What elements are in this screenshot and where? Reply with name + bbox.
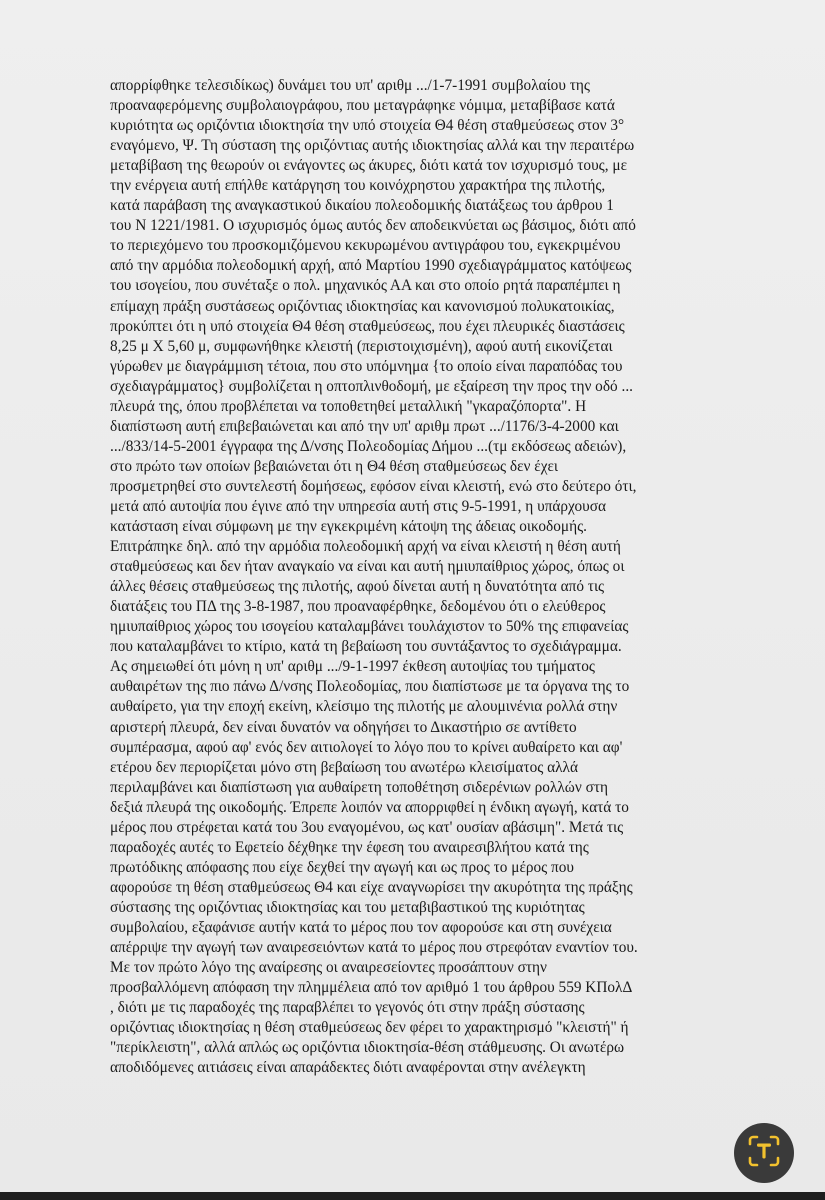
- text-line: διατάξεις του ΠΔ της 3-8-1987, που προαναφέρθηκε, δεδομένου ότι ο ελεύθερος: [110, 598, 606, 616]
- text-line: σχεδιαγράμματος} συμβολίζεται η οπτοπλινθοδομή, με εξαίρεση την προς την οδό ...: [110, 377, 633, 395]
- text-line: αριστερή πλευρά, δεν είναι δυνατόν να οδηγήσει το Δικαστήριο σε αντίθετο: [110, 718, 577, 736]
- text-line: αυθαίρετο, για την εποχή εκείνη, κλείσιμο της πιλοτής με αλουμινένια ρολλά στην: [110, 698, 618, 716]
- text-line: που καταλαμβάνει το κτίριο, κατά τη βεβαίωση του συντάξαντος το σχεδιάγραμμα.: [110, 638, 622, 656]
- text-line: επίμαχη πράξη συστάσεως οριζόντιας ιδιοκτησίας και κανονισμού πολυκατοικίας,: [110, 297, 615, 315]
- text-line: στο πρώτο των οποίων βεβαιώνεται ότι η Θ4 θέση σταθμεύσεως δεν έχει: [110, 457, 559, 475]
- text-line: κυριότητα ως οριζόντια ιδιοκτησία την υπό στοιχεία Θ4 θέση σταθμεύσεως στον 3°: [110, 117, 625, 135]
- text-line: Με τον πρώτο λόγο της αναίρεσης οι αναιρεσείοντες προσάπτουν στην: [110, 959, 547, 977]
- text-line: περιλαμβάνει και διαπίστωση για αυθαίρετη τοποθέτηση σιδερένιων ρολλών στη: [110, 778, 608, 796]
- text-line: το περιεχόμενο του προσκομιζόμενου κεκυρωμένου αντιγράφου του, εγκεκριμένου: [110, 237, 621, 255]
- text-line: , διότι με τις παραδοχές της παραβλέπει το γεγονός ότι στην πράξη σύστασης: [110, 999, 585, 1017]
- text-line: προκύπτει ότι η υπό στοιχεία Θ4 θέση σταθμεύσεως, που έχει πλευρικές διαστάσεις: [110, 317, 625, 335]
- text-line: διαπίστωση αυτή επιβεβαιώνεται και από την υπ' αριθμ πρωτ .../1176/3-4-2000 και: [110, 417, 619, 435]
- text-line: κατά παράβαση της αναγκαστικού δικαίου πολεοδομικής διατάξεως του άρθρου 1: [110, 197, 614, 215]
- text-line: γύρωθεν με διαγράμμιση τέτοια, που στο υπόμνημα {το οποίο είναι παραπόδας του: [110, 357, 623, 375]
- text-line: κατάσταση είναι σύμφωνη με την εγκεκριμένη κάτοψη της άδειας οικοδομής.: [110, 518, 587, 536]
- text-line: οριζόντιας ιδιοκτησίας η θέση σταθμεύσεως δεν φέρει το χαρακτηρισμό "κλειστή" ή: [110, 1019, 629, 1037]
- text-line: "περίκλειστη", αλλά απλώς ως οριζόντια ιδιοκτησία-θέση στάθμευσης. Οι ανωτέρω: [110, 1039, 625, 1057]
- text-line: μετά από αυτοψία που έγινε από την υπηρεσία αυτή στις 9-5-1991, η υπάρχουσα: [110, 497, 606, 515]
- text-recognition-button[interactable]: [734, 1123, 794, 1183]
- text-line: Επιτράπηκε δηλ. από την αρμόδια πολεοδομική αρχή να είναι κλειστή η θέση αυτή: [110, 538, 621, 556]
- text-line: αποδιδόμενες αιτιάσεις είναι απαράδεκτες διότι αναφέρονται στην ανέλεγκτη: [110, 1059, 586, 1077]
- text-line: απέρριψε την αγωγή των αναιρεσειόντων κατά το μέρος που στρεφόταν εναντίον του.: [110, 939, 638, 957]
- document-body-text: [110, 76, 730, 1078]
- text-line: προσβαλλόμενη απόφαση την πλημμέλεια από τον αριθμό 1 του άρθρου 559 ΚΠολΔ: [110, 979, 633, 997]
- text-line: μεταβίβαση της θεωρούν οι ενάγοντες ως άκυρες, διότι κατά τον ισχυρισμό τους, με: [110, 157, 627, 175]
- text-line: του ισογείου, που συνέταξε ο πολ. μηχανικός ΑΑ και στο οποίο ρητά παραπέμπει η: [110, 277, 621, 295]
- text-line: δεξιά πλευρά της οικοδομής. Έπρεπε λοιπόν να απορριφθεί η ένδικη αγωγή, κατά το: [110, 798, 629, 816]
- text-line: άλλες θέσεις σταθμεύσεως της πιλοτής, αφού δίνεται αυτή η δυνατότητα από τις: [110, 578, 605, 596]
- text-line: προαναφερόμενης συμβολαιογράφου, που μεταγράφηκε νόμιμα, μεταβίβασε κατά: [110, 97, 615, 115]
- text-line: εναγόμενο, Ψ. Τη σύσταση της οριζόντιας αυτής ιδιοκτησίας αλλά και την περαιτέρω: [110, 137, 635, 155]
- text-line: παραδοχές αυτές το Εφετείο δέχθηκε την έφεση του αναιρεσιβλήτου κατά της: [110, 838, 589, 856]
- text-line: από την αρμόδια πολεοδομική αρχή, από Μαρτίου 1990 σχεδιαγράμματος κατόψεως: [110, 257, 632, 275]
- text-line: πλευρά της, όπου προβλέπεται να τοποθετηθεί μεταλλική "γκαραζόπορτα". Η: [110, 397, 587, 415]
- text-line: προσμετρηθεί στο συντελεστή δομήσεως, εφόσον είναι κλειστή, ενώ στο δεύτερο ότι,: [110, 477, 637, 495]
- text-line: ημιυπαίθριος χώρος του ισογείου καταλαμβάνει τουλάχιστον το 50% της επιφανείας: [110, 618, 629, 636]
- text-line: απορρίφθηκε τελεσιδίκως) δυνάμει του υπ' αριθμ .../1-7-1991 συμβολαίου της: [110, 77, 590, 94]
- text-line: συμπέρασμα, αφού αφ' ενός δεν αιτιολογεί το λόγο που το κρίνει αυθαίρετο και αφ': [110, 738, 623, 756]
- text-line: αυθαιρέτων της πιο πάνω Δ/νσης Πολεοδομίας, που διαπίστωσε με τα όργανα της το: [110, 678, 630, 696]
- text-line: Ας σημειωθεί ότι μόνη η υπ' αριθμ .../9-1-1997 έκθεση αυτοψίας του τμήματος: [110, 658, 595, 676]
- text-line: αφορούσε τη θέση σταθμεύσεως Θ4 και είχε αναγνωρίσει την ακυρότητα της πράξης: [110, 878, 633, 896]
- text-line: 8,25 μ Χ 5,60 μ, συμφωνήθηκε κλειστή (περιστοιχισμένη), αφού αυτή εικονίζεται: [110, 337, 613, 355]
- text-line: του Ν 1221/1981. Ο ισχυρισμός όμως αυτός δεν αποδεικνύεται ως βάσιμος, διότι από: [110, 217, 636, 235]
- text-line: μέρος που στρέφεται κατά του 3ου εναγομένου, ως κατ' ουσίαν αβάσιμη". Μετά τις: [110, 818, 624, 836]
- text-line: πρωτόδικης απόφασης που είχε δεχθεί την αγωγή και ως προς το μέρος που: [110, 858, 574, 876]
- text-line: την ενέργεια αυτή επήλθε κατάργηση του κοινόχρηστου χαρακτήρα της πιλοτής,: [110, 177, 606, 195]
- text-line: ετέρου δεν περιορίζεται μόνο στη βεβαίωση του ανωτέρω κλεισίματος αλλά: [110, 758, 578, 776]
- text-line: σταθμεύσεως και δεν ήταν αναγκαίο να είναι και αυτή ημιυπαίθριος χώρος, όπως οι: [110, 558, 625, 576]
- text-line: σύστασης της οριζόντιας ιδιοκτησίας και του μεταβιβαστικού της κυριότητας: [110, 898, 585, 916]
- text-line: .../833/14-5-2001 έγγραφα της Δ/νσης Πολεοδομίας Δήμου ...(τμ εκδόσεως αδειών),: [110, 437, 627, 455]
- text-recognition-icon: [747, 1134, 781, 1173]
- text-line: συμβολαίου, εξαφάνισε αυτήν κατά το μέρος που τον αφορούσε και στη συνέχεια: [110, 918, 612, 936]
